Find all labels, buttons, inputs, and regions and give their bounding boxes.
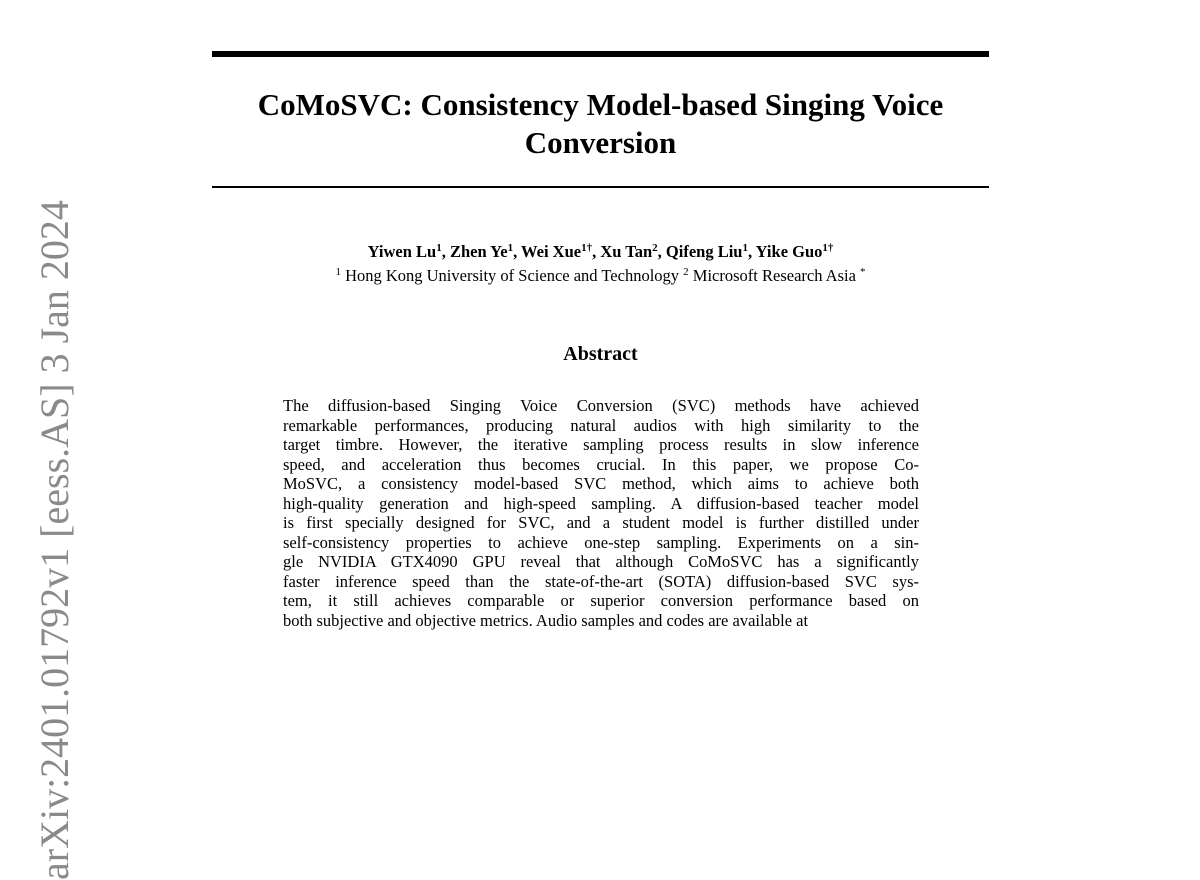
- abstract-line: high-quality generation and high-speed sampling. A diffusion-based teacher model: [283, 493, 919, 513]
- author: Zhen Ye$^1$,: [449, 242, 522, 261]
- abstract-line: MoSVC, a consistency model-based SVC method, which aims to achieve both: [283, 474, 919, 493]
- author: Wei Xue$^{1\dagger}$,: [521, 242, 601, 261]
- abstract-line: The diffusion-based Singing Voice Conversion (SVC) methods have achieved: [283, 396, 919, 415]
- affiliation-msra: Microsoft Research Asia: [688, 266, 861, 285]
- abstract-line: gle NVIDIA GTX4090 GPU reveal that although CoMoSVC has a significantly: [283, 552, 919, 571]
- abstract-body: [283, 396, 919, 630]
- paper-title-line-1: CoMoSVC: Consistency Model-based Singing Voice: [257, 87, 944, 122]
- footnote-mark: *: [860, 266, 866, 278]
- paper-title: [212, 86, 989, 162]
- author: Xu Tan$^2$,: [600, 242, 666, 261]
- arxiv-identifier-text: arXiv:2401.01792v1 [eess.AS] 3 Jan 2024: [32, 200, 77, 880]
- affiliation-hkust: Hong Kong University of Science and Technology: [340, 266, 684, 285]
- abstract-line: self-consistency properties to achieve one-step sampling. Experiments on a sin-: [283, 532, 919, 552]
- abstract-line: speed, and acceleration thus becomes crucial. In this paper, we propose Co-: [283, 454, 919, 474]
- abstract-line: both subjective and objective metrics. Audio samples and codes are available at: [283, 610, 809, 630]
- affiliation-mark: 2: [683, 266, 689, 278]
- author: Yike Guo$^{1\dagger}$: [755, 242, 834, 261]
- abstract-line: target timbre. However, the iterative sampling process results in slow inference: [283, 435, 919, 454]
- author-list: [212, 242, 989, 262]
- abstract-line: remarkable performances, producing natural audios with high similarity to the: [283, 415, 919, 435]
- affiliation-list: [212, 266, 989, 286]
- abstract-line: is first specially designed for SVC, and a student model is further distilled under: [283, 513, 919, 532]
- arxiv-identifier-stamp: [30, 200, 80, 880]
- paper-title-line-2: Conversion: [524, 125, 677, 160]
- affiliation-mark: 1: [335, 266, 341, 278]
- abstract-heading: Abstract: [563, 343, 638, 365]
- title-bottom-rule: [212, 186, 989, 188]
- author: Qifeng Liu$^1$,: [665, 242, 756, 261]
- abstract-line: tem, it still achieves comparable or superior conversion performance based on: [283, 591, 919, 610]
- abstract-line: faster inference speed than the state-of-the-art (SOTA) diffusion-based SVC sys-: [283, 571, 919, 591]
- author: Yiwen Lu$^1$,: [367, 242, 450, 261]
- title-top-rule: [212, 51, 989, 57]
